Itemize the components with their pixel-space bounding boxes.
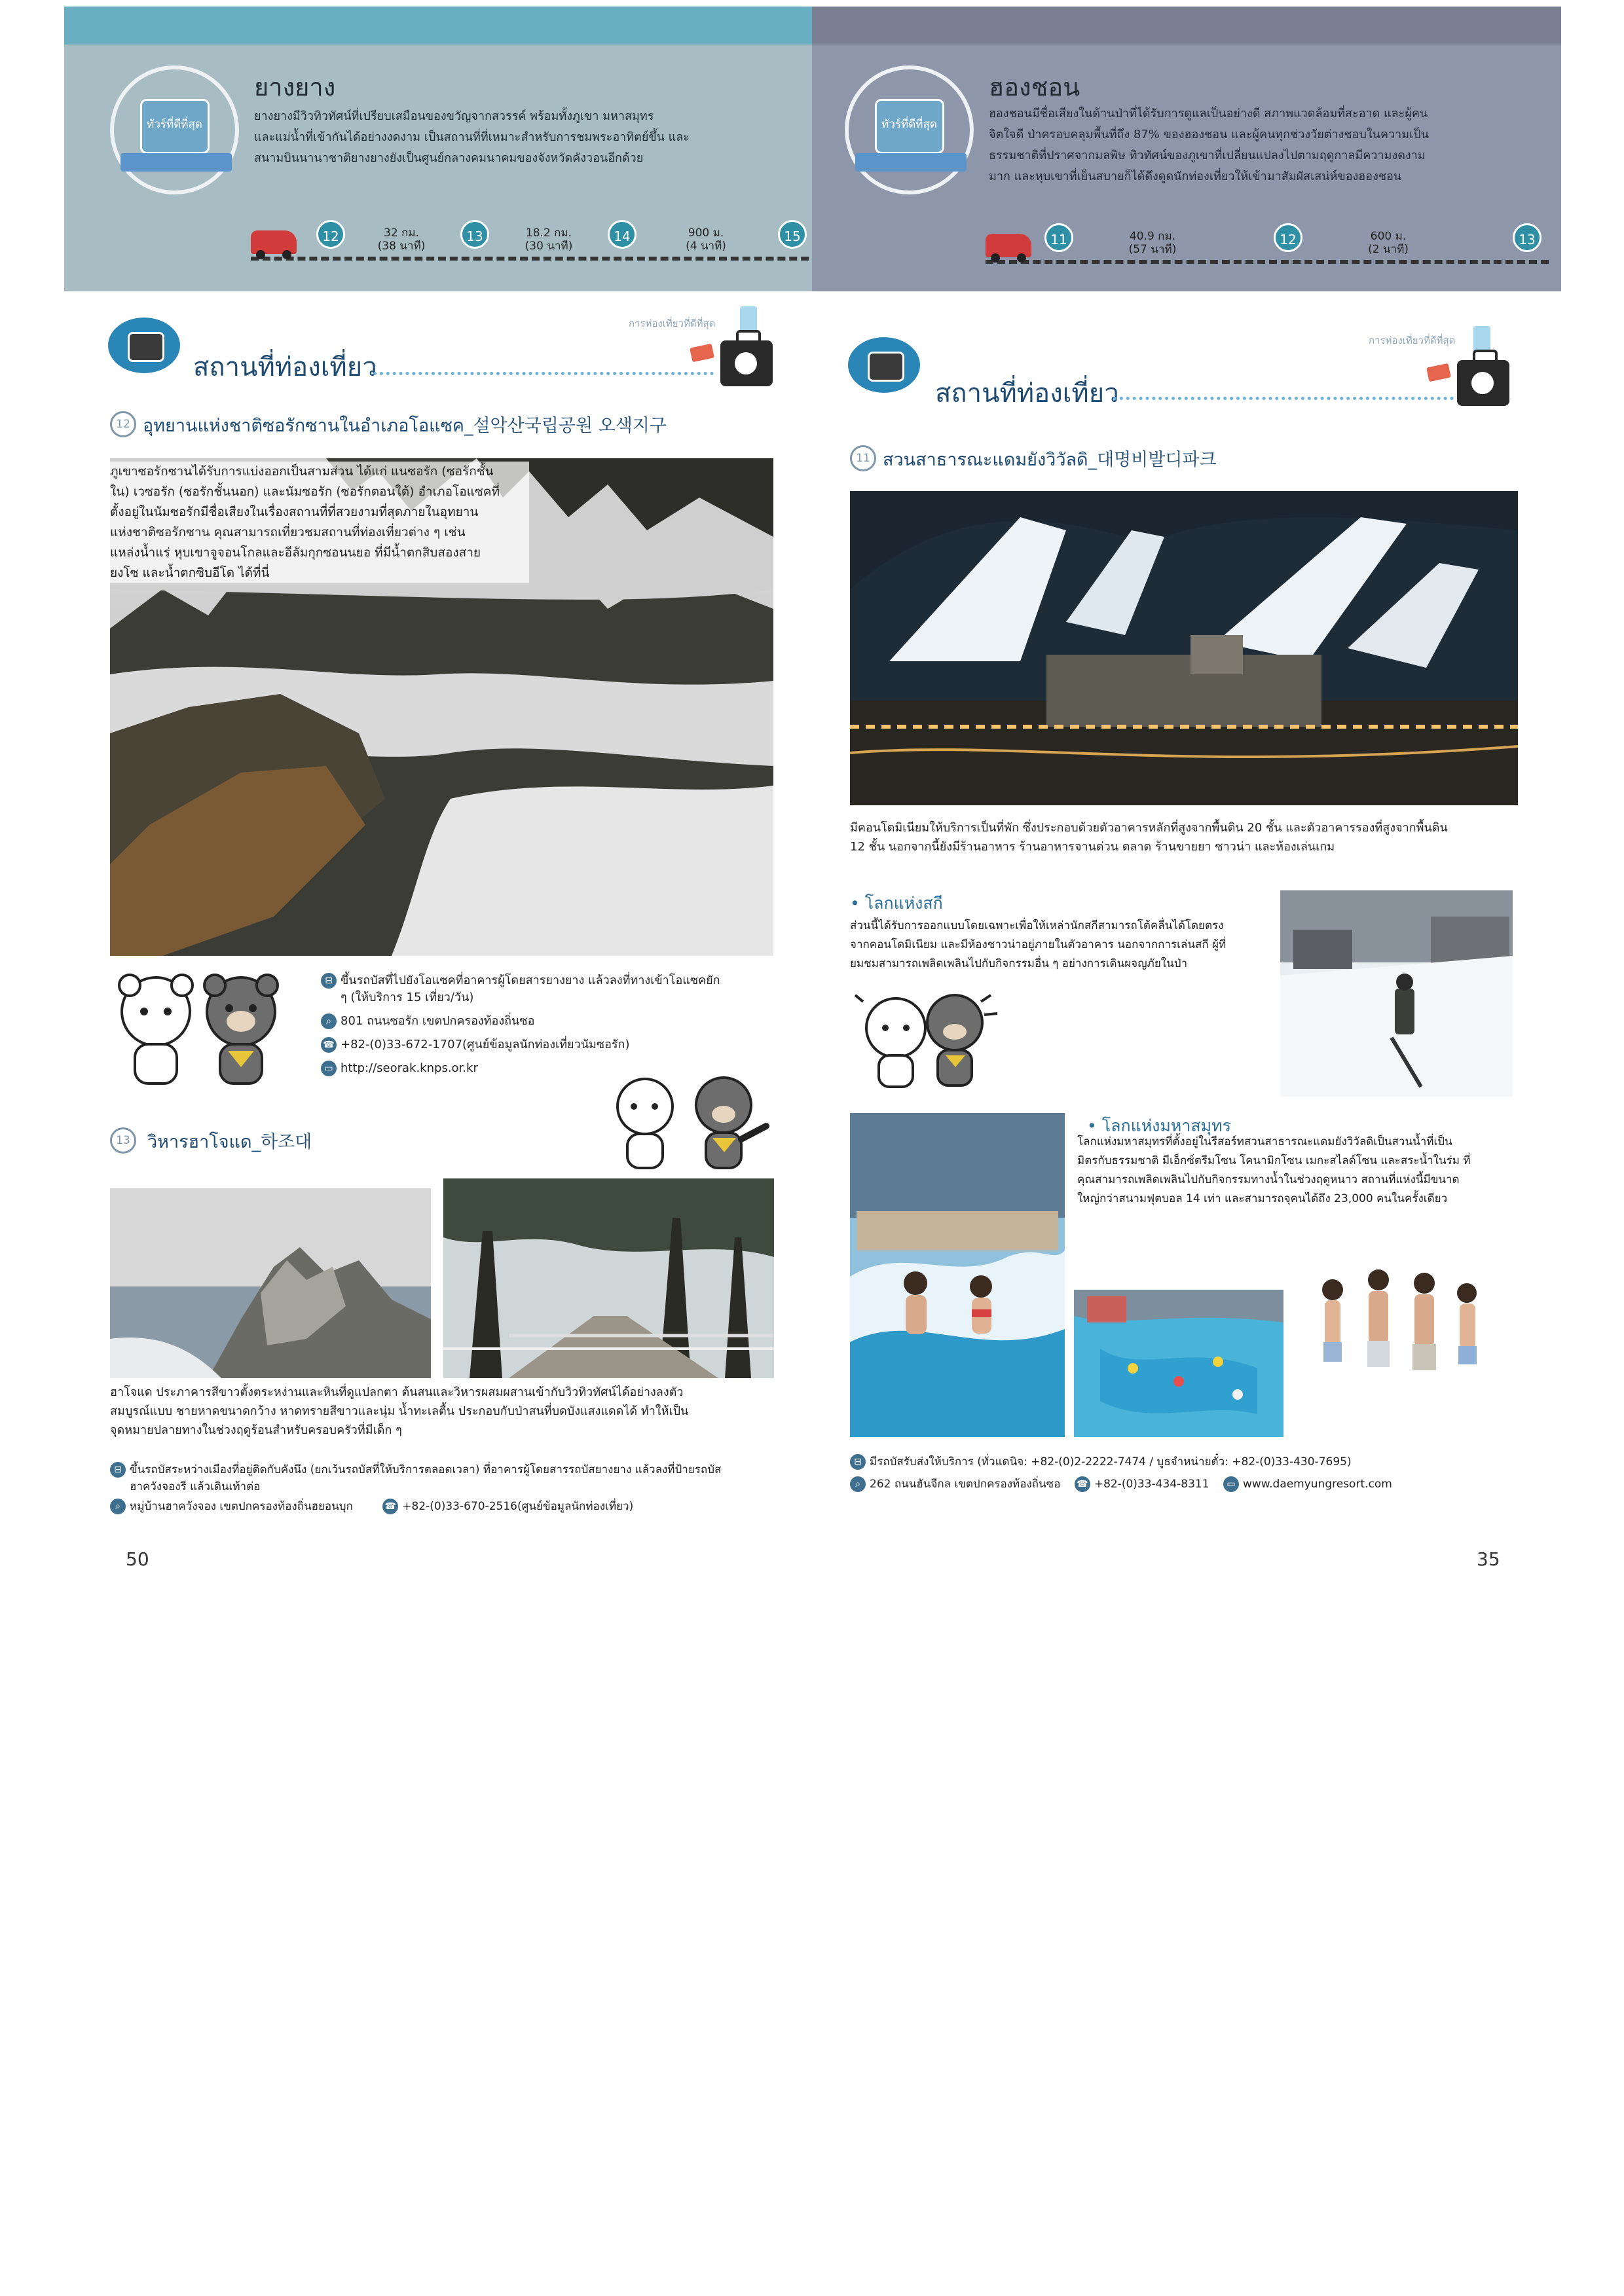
badge-text: ทัวร์ที่ดีที่สุด	[881, 118, 937, 131]
suitcase-icon	[1457, 360, 1509, 406]
item-title: วิหารฮาโจแด_하조대	[147, 1132, 312, 1152]
item-paragraph	[850, 818, 1524, 856]
description-line: สนามบินนานาชาติยางยางยังเป็นศูนย์กลางคมนาคมของจังหวัดคังวอนอีกด้วย	[254, 151, 644, 165]
address-phone-web-row	[850, 1476, 1524, 1493]
item-paragraph	[110, 462, 529, 583]
route-distance: 900 ม. (4 นาที)	[686, 227, 726, 253]
paragraph-line: สมบูรณ์แบบ ชายหาดขนาดกว้าง หาดทรายสีขาวและนุ่ม น้ำทะเลตื้น ประกอบกับป่าสนที่บดบังแสงแดดได้ ทำให้เป็น	[110, 1404, 689, 1418]
route-distance: 40.9 กม. (57 นาที)	[1128, 230, 1177, 256]
bus-info: ⊟ ขึ้นรถบัสระหว่างเมืองที่อยู่ติดกับคังนึง (ยกเว้นรถบัสที่ให้บริการตลอดเวลา) ที่อาคารผู้โดยสารรถบัสยางยาง แล้วลงที่ป้ายรถบัส	[110, 1461, 778, 1478]
camera-icon	[848, 337, 920, 393]
item-number: 12	[110, 411, 136, 437]
dashed-road	[986, 260, 1549, 264]
tiger-bear-mascot-image	[110, 972, 293, 1090]
stop-pin: 12	[1274, 223, 1302, 252]
page-number: 50	[126, 1548, 149, 1570]
stop-pin: 14	[608, 220, 637, 249]
sub-heading: • โลกแห่งมหาสมุทร	[1087, 1116, 1232, 1135]
section-title: สถานที่ท่องเที่ยว	[193, 352, 377, 382]
cup-icon	[740, 306, 757, 333]
description-line: ธรรมชาติที่ปราศจากมลพิษ ทิวทัศน์ของภูเขาที่เปลี่ยนแปลงไปตามฤดูกาลมีความงดงาม	[989, 149, 1426, 162]
ocean-world-wave-image	[850, 1113, 1065, 1437]
ribbon-icon	[855, 153, 967, 172]
description-line: และแม่น้ำที่เข้ากันได้อย่างงดงาม เป็นสถานที่ที่เหมาะสำหรับการชมพระอาทิตย์ขึ้น และ	[254, 130, 690, 144]
pine-boardwalk-photo	[443, 1178, 774, 1378]
paragraph-line: แหล่งน้ำแร่ หุบเขาจูจอนโกลและอีลัมกุกซอนนยอ ที่มีน้ำตกสิบสองสาย	[110, 545, 481, 560]
phone-icon: ☎	[321, 1037, 337, 1053]
web-info[interactable]: ▭ http://seorak.knps.or.kr	[321, 1060, 779, 1077]
pool-aerial-image	[1074, 1290, 1283, 1437]
address-info: ⌕ 801 ถนนซอรัก เขตปกครองท้องถิ่นซอ	[321, 1013, 779, 1030]
item-number: 13	[110, 1127, 136, 1154]
left-header-band	[64, 7, 812, 291]
route-bar	[251, 223, 821, 262]
section-small-label: การท่องเที่ยวที่ดีที่สุด	[1369, 335, 1456, 346]
address-info: ⌕ หมู่บ้านฮาควังจอง เขตปกครองท้องถิ่นฮยอนบุก	[110, 1500, 353, 1513]
bus-icon: ⊟	[321, 973, 337, 989]
stop-pin: 15	[778, 220, 807, 249]
search-icon: ⌕	[321, 1013, 337, 1029]
skier-image	[1280, 890, 1513, 1097]
description-line: จิตใจดี ป่าครอบคลุมพื้นที่ถึง 87% ของฮองชอน และผู้คนทุกช่วงวัยต่างชอบในความเป็น	[989, 128, 1429, 141]
sub-heading: • โลกแห่งสกี	[850, 894, 943, 913]
item-info	[321, 972, 779, 1077]
description-line: ฮองชอนมีชื่อเสียงในด้านป่าที่ได้รับการดูแลเป็นอย่างดี สภาพแวดล้อมที่สะอาด และผู้คน	[989, 107, 1428, 120]
paragraph-line: โลกแห่งมหาสมุทรที่ตั้งอยู่ในรีสอร์ทสวนสาธารณะแดมยังวิวัลดิเป็นสวนน้ำที่เป็น	[1077, 1135, 1452, 1148]
car-icon	[251, 230, 297, 254]
paragraph-line: ยมชมสามารถเพลิดเพลินไปกับกิจกรรมอื่น ๆ อย่างการเดินผจญภัยในป่า	[850, 957, 1188, 970]
stop-pin: 13	[1513, 223, 1541, 252]
water-park-aerial-photo	[1074, 1290, 1283, 1437]
ski-slope-photo	[1280, 890, 1513, 1097]
right-header-strip	[812, 7, 1561, 45]
hajodae-cliff-photo	[110, 1188, 431, 1378]
web-info[interactable]: ▭ www.daemyungresort.com	[1223, 1478, 1392, 1491]
paragraph-line: 12 ชั้น นอกจากนี้ยังมีร้านอาหาร ร้านอาหารจานด่วน ตลาด ร้านขายยา ซาวน่า และห้องเล่นเกม	[850, 840, 1335, 854]
tag-icon	[690, 344, 714, 363]
route-bar	[986, 226, 1549, 265]
city-name: ฮองชอน	[989, 73, 1080, 101]
phone-info: ☎ +82-(0)33-672-1707(ศูนย์ข้อมูลนักท่องเที่ยวนัมซอรัก)	[321, 1036, 779, 1053]
paragraph-line: ใหญ่กว่าสนามฟุตบอล 14 เท่า และสามารถจุคนได้ถึง 23,000 คนในครั้งเดียว	[1077, 1192, 1448, 1205]
search-icon: ⌕	[110, 1499, 126, 1514]
city-description	[254, 106, 804, 169]
cup-icon	[1473, 326, 1490, 352]
paragraph-line: ตั้งอยู่ในนัมซอรักมีชื่อเสียงในเรื่องสถานที่ที่สวยงามที่สุดภายในอุทยาน	[110, 505, 479, 519]
description-line: ยางยางมีวิวทิวทัศน์ที่เปรียบเสมือนของขวัญจากสวรรค์ พร้อมทั้งภูเขา มหาสมุทร	[254, 109, 654, 123]
pine-forest-image	[443, 1178, 774, 1378]
waving-mascot-image	[602, 1074, 773, 1172]
stop-pin: 11	[1044, 223, 1073, 252]
bus-info: ⊟ มีรถบัสรับส่งให้บริการ (ทั่วแดนิจ: +82-(0)2-2222-7474 / บูธจำหน่ายตั๋ว: +82-(0)33-430-7695)	[850, 1453, 1524, 1470]
description-line: มาก และหุบเขาที่เย็นสบายก็ได้ดึงดูดนักท่องเที่ยวให้เข้ามาสัมผัสเสน่ห์ของฮองชอน	[989, 170, 1402, 183]
paragraph-line: คุณสามารถเพลิดเพลินไปกับกิจกรรมทางน้ำในช่วงฤดูหนาว สถานที่แห่งนี้มีขนาด	[1077, 1173, 1460, 1186]
stop-pin: 13	[460, 220, 489, 249]
suitcase-icon	[720, 340, 773, 386]
section-small-label: การท่องเที่ยวที่ดีที่สุด	[629, 318, 716, 329]
bus-icon: ⊟	[110, 1462, 126, 1478]
item-info	[110, 1461, 778, 1515]
paragraph-line: ส่วนนี้ได้รับการออกแบบโดยเฉพาะเพื่อให้เหล่านักสกีสามารถโต้คลื่นได้โดยตรง	[850, 919, 1224, 932]
phone-icon: ☎	[1075, 1476, 1090, 1492]
route-distance: 18.2 กม. (30 นาที)	[525, 227, 573, 253]
city-description	[989, 103, 1552, 187]
rocky-coast-image	[110, 1188, 431, 1378]
computer-icon: ▭	[1223, 1476, 1239, 1492]
paragraph-line: ยงโซ และน้ำตกซิบอีโด ได้ที่นี่	[110, 566, 270, 580]
people-jumping-image	[1300, 1257, 1496, 1437]
item-title: สวนสาธารณะแดมยังวิวัลดิ_대명비발디파크	[883, 450, 1217, 470]
paragraph-line: จุดหมายปลายทางในช่วงฤดูร้อนสำหรับครอบครัวที่มีเด็ก ๆ	[110, 1423, 402, 1437]
car-icon	[986, 234, 1031, 257]
phone-icon: ☎	[382, 1499, 398, 1514]
best-tour-badge	[845, 65, 974, 194]
stop-pin: 12	[316, 220, 345, 249]
paragraph-line: ใน) เวซอรัก (ซอรักชั้นนอก) และนัมซอรัก (ซอรักตอนใต้) อำเภอโอแซคที่	[110, 484, 500, 499]
item-paragraph	[110, 1383, 778, 1440]
section-title: สถานที่ท่องเที่ยว	[935, 378, 1119, 409]
ski-resort-night-image	[850, 491, 1518, 805]
route-distance: 32 กม. (38 นาที)	[377, 227, 426, 253]
camera-icon	[108, 318, 180, 373]
section-divider	[1113, 397, 1454, 400]
item-title: อุทยานแห่งชาติซอรักซานในอำเภอโอแซค_설악산국립공원 오색지구	[143, 416, 667, 436]
computer-icon: ▭	[321, 1061, 337, 1076]
left-header-strip	[64, 7, 812, 45]
address-phone-row	[110, 1498, 778, 1515]
bus-info-cont: ฮาควังจองรี แล้วเดินเท้าต่อ	[130, 1480, 261, 1493]
paragraph-line: แห่งชาติซอรักซาน คุณสามารถเที่ยวชมสถานที่ท่องเที่ยวต่าง ๆ เช่น	[110, 525, 466, 539]
paragraph-line: ภูเขาซอรักซานได้รับการแบ่งออกเป็นสามส่วน ได้แก่ แนซอรัก (ซอรักชั้น	[110, 464, 494, 479]
page-number: 35	[1477, 1548, 1500, 1570]
bus-icon: ⊟	[850, 1454, 866, 1470]
phone-info: ☎ +82-(0)33-670-2516(ศูนย์ข้อมูลนักท่องเที่ยว)	[382, 1500, 633, 1513]
item-number: 11	[850, 445, 876, 471]
swimwear-group-photo	[1300, 1257, 1496, 1437]
vivaldi-park-night-photo	[850, 491, 1518, 805]
right-header-band	[812, 7, 1561, 291]
wave-pool-people-photo	[850, 1113, 1065, 1437]
city-name: ยางยาง	[254, 73, 336, 101]
paragraph-line: มีคอนโดมิเนียมให้บริการเป็นที่พัก ซึ่งประกอบด้วยตัวอาคารหลักที่สูงจากพื้นดิน 20 ชั้น และตัวอาคารรองที่สูงจากพื้นดิน	[850, 821, 1448, 835]
ribbon-icon	[120, 153, 232, 172]
section-divider	[373, 372, 714, 375]
bus-info-cont: ๆ (ให้บริการ 15 เที่ยว/วัน)	[341, 991, 474, 1004]
search-icon: ⌕	[850, 1476, 866, 1492]
tag-icon	[1426, 363, 1451, 382]
sub-paragraph	[850, 917, 1269, 974]
paragraph-line: มิตรกับธรรมชาติ มีเอ็กซ์ตรีมโซน โคนามิกโซน เมกะสไลด์โซน และสระน้ำในร่ม ที่	[1077, 1154, 1471, 1167]
bus-info: ⊟ ขึ้นรถบัสที่ไปยังโอแซคที่อาคารผู้โดยสารยางยาง แล้วลงที่ทางเข้าโอแซคยัก	[321, 972, 779, 989]
item-info	[850, 1453, 1524, 1493]
paragraph-line: ฮาโจแด ประภาคารสีขาวตั้งตระหง่านและหินที่ดูแปลกตา ต้นสนและวิหารผสมผสานเข้ากับวิวทิวทัศน์ได้อย่างลงตัว	[110, 1385, 684, 1399]
route-distance: 600 ม. (2 นาที)	[1368, 230, 1409, 256]
badge-text: ทัวร์ที่ดีที่สุด	[147, 118, 202, 131]
dancing-mascot-image	[850, 982, 1007, 1090]
best-tour-badge	[110, 65, 239, 194]
sub-paragraph	[1077, 1133, 1522, 1209]
paragraph-line: จากคอนโดมิเนียม และมีห้องชาวน่าอยู่ภายในตัวอาคาร นอกจากการเล่นสกี ผู้ที่	[850, 938, 1227, 951]
address-info: ⌕ 262 ถนนฮันจีกล เขตปกครองท้องถิ่นซอ	[850, 1478, 1060, 1491]
dashed-road	[251, 257, 821, 261]
phone-info: ☎ +82-(0)33-434-8311	[1075, 1478, 1209, 1491]
